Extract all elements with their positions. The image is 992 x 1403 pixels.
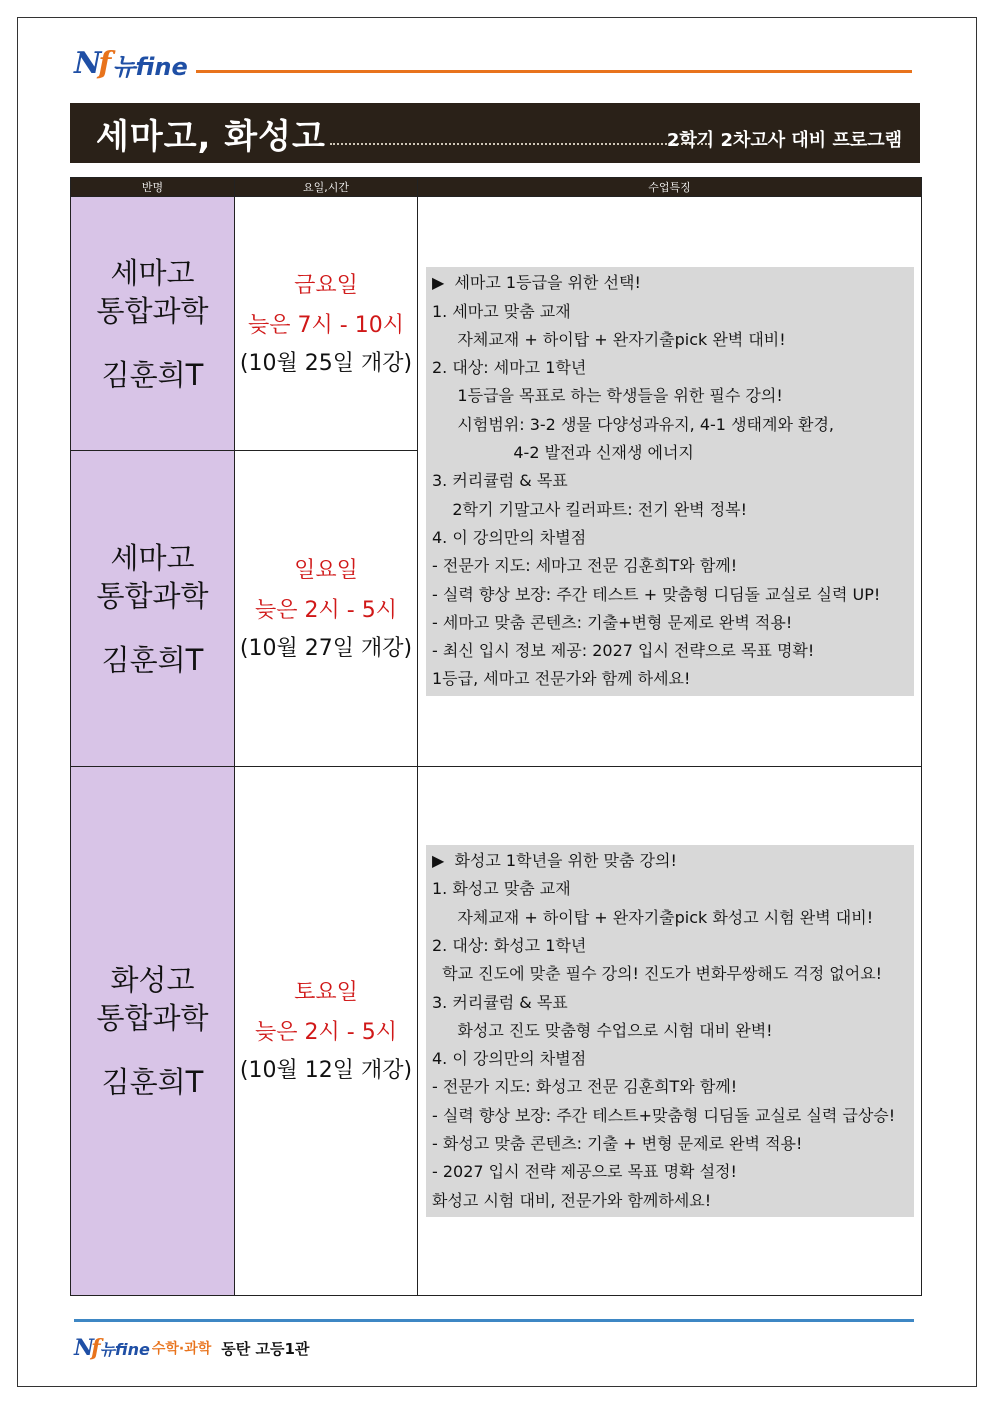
logo-mark-icon: Nf xyxy=(74,46,109,81)
footer-logo-mark-icon: Nf xyxy=(74,1335,98,1361)
feature-line: 화성고 진도 맞춤형 수업으로 시험 대비 완벽! xyxy=(432,1020,773,1040)
feature-line: - 전문가 지도: 세마고 전문 김훈희T와 함께! xyxy=(432,556,738,576)
dotted-leader xyxy=(330,143,710,145)
footer xyxy=(74,1334,309,1362)
feature-line: 3. 커리큘럼 & 목표 xyxy=(432,992,568,1012)
feature-line: 자체교재 + 하이탑 + 완자기출pick 화성고 시험 완벽 대비! xyxy=(432,907,874,927)
feature-line: - 2027 입시 전략 제공으로 목표 명확 설정! xyxy=(432,1162,737,1182)
feature-line: 1. 화성고 맞춤 교재 xyxy=(432,879,571,899)
class-day: 일요일 xyxy=(294,557,358,583)
time-cell xyxy=(235,767,418,1296)
features-cell xyxy=(418,767,922,1296)
table-row xyxy=(71,197,922,451)
brand-logo xyxy=(74,47,188,81)
features-cell xyxy=(418,197,922,767)
feature-line: 학교 진도에 맞춘 필수 강의! 진도가 변화무쌍해도 걱정 없어요! xyxy=(432,964,883,984)
class-day: 금요일 xyxy=(294,272,358,298)
features-box xyxy=(426,267,914,695)
class-school: 세마고 xyxy=(110,255,195,290)
footer-logo-text: 뉴fine xyxy=(99,1339,150,1359)
header-time: 요일,시간 xyxy=(235,178,418,197)
table-header-row xyxy=(71,178,922,197)
class-opening-date: (10월 25일 개강) xyxy=(239,350,413,376)
class-teacher: 김훈희T xyxy=(101,1065,204,1099)
page-subtitle: 2학기 2차고사 대비 프로그램 xyxy=(666,130,902,151)
feature-line: 2학기 기말고사 킬러파트: 전기 완벽 정복! xyxy=(432,499,748,519)
class-teacher: 김훈희T xyxy=(101,357,204,392)
feature-line: - 최신 입시 정보 제공: 2027 입시 전략으로 목표 명확! xyxy=(432,641,815,661)
class-day: 토요일 xyxy=(294,980,358,1005)
class-opening-date: (10월 27일 개강) xyxy=(239,635,413,661)
feature-line: - 화성고 맞춤 콘텐츠: 기출 + 변형 문제로 완벽 적용! xyxy=(432,1134,803,1154)
feature-line: - 세마고 맞춤 콘텐츠: 기출+변형 문제로 완벽 적용! xyxy=(432,612,793,632)
feature-line: 1등급, 세마고 전문가와 함께 하세요! xyxy=(432,669,691,689)
feature-line: 2. 대상: 세마고 1학년 xyxy=(432,358,587,378)
class-subject: 통합과학 xyxy=(96,1001,209,1035)
class-school: 화성고 xyxy=(110,963,195,997)
feature-line: ▶ 화성고 1학년을 위한 맞춤 강의! xyxy=(432,851,677,871)
feature-line: ▶ 세마고 1등급을 위한 선택! xyxy=(432,273,641,293)
feature-line: 1. 세마고 맞춤 교재 xyxy=(432,301,571,321)
page-title: 세마고, 화성고 xyxy=(96,117,326,157)
header-divider xyxy=(196,70,912,73)
time-cell xyxy=(235,197,418,451)
logo-text: 뉴fine xyxy=(112,52,188,81)
class-hours: 늦은 2시 - 5시 xyxy=(255,597,397,623)
feature-line: 3. 커리큘럼 & 목표 xyxy=(432,471,568,491)
feature-line: 2. 대상: 화성고 1학년 xyxy=(432,935,587,955)
class-subject: 통합과학 xyxy=(96,578,209,613)
feature-line: 화성고 시험 대비, 전문가와 함께하세요! xyxy=(432,1190,712,1210)
table-row xyxy=(71,767,922,1296)
schedule-table xyxy=(70,177,922,1296)
feature-line: - 실력 향상 보장: 주간 테스트 + 맞춤형 디딤돌 교실로 실력 UP! xyxy=(432,584,881,604)
header-features: 수업특징 xyxy=(418,178,922,197)
feature-line: 4. 이 강의만의 차별점 xyxy=(432,1049,587,1069)
feature-line: - 실력 향상 보장: 주간 테스트+맞춤형 디딤돌 교실로 실력 급상승! xyxy=(432,1105,896,1125)
class-subject: 통합과학 xyxy=(96,293,209,328)
feature-line: - 전문가 지도: 화성고 전문 김훈희T와 함께! xyxy=(432,1077,738,1097)
feature-line: 자체교재 + 하이탑 + 완자기출pick 완벽 대비! xyxy=(432,329,786,349)
class-hours: 늦은 7시 - 10시 xyxy=(248,312,404,338)
class-cell xyxy=(71,451,235,767)
feature-line: 4. 이 강의만의 차별점 xyxy=(432,527,587,547)
header-class: 반명 xyxy=(71,178,235,197)
time-cell xyxy=(235,451,418,767)
feature-line: 4-2 발전과 신재생 에너지 xyxy=(432,443,694,463)
class-opening-date: (10월 12일 개강) xyxy=(239,1058,413,1083)
features-box xyxy=(426,845,914,1217)
feature-line: 1등급을 목표로 하는 학생들을 위한 필수 강의! xyxy=(432,386,783,406)
class-hours: 늦은 2시 - 5시 xyxy=(255,1020,397,1045)
class-school: 세마고 xyxy=(110,540,195,575)
footer-subtitle: 수학·과학 xyxy=(151,1341,212,1357)
footer-place: 동탄 고등1관 xyxy=(221,1339,310,1358)
class-cell xyxy=(71,197,235,451)
class-cell xyxy=(71,767,235,1296)
footer-divider xyxy=(74,1319,914,1322)
title-banner xyxy=(70,103,920,163)
feature-line: 시험범위: 3-2 생물 다양성과유지, 4-1 생태계와 환경, xyxy=(432,414,834,434)
class-teacher: 김훈희T xyxy=(101,642,204,677)
